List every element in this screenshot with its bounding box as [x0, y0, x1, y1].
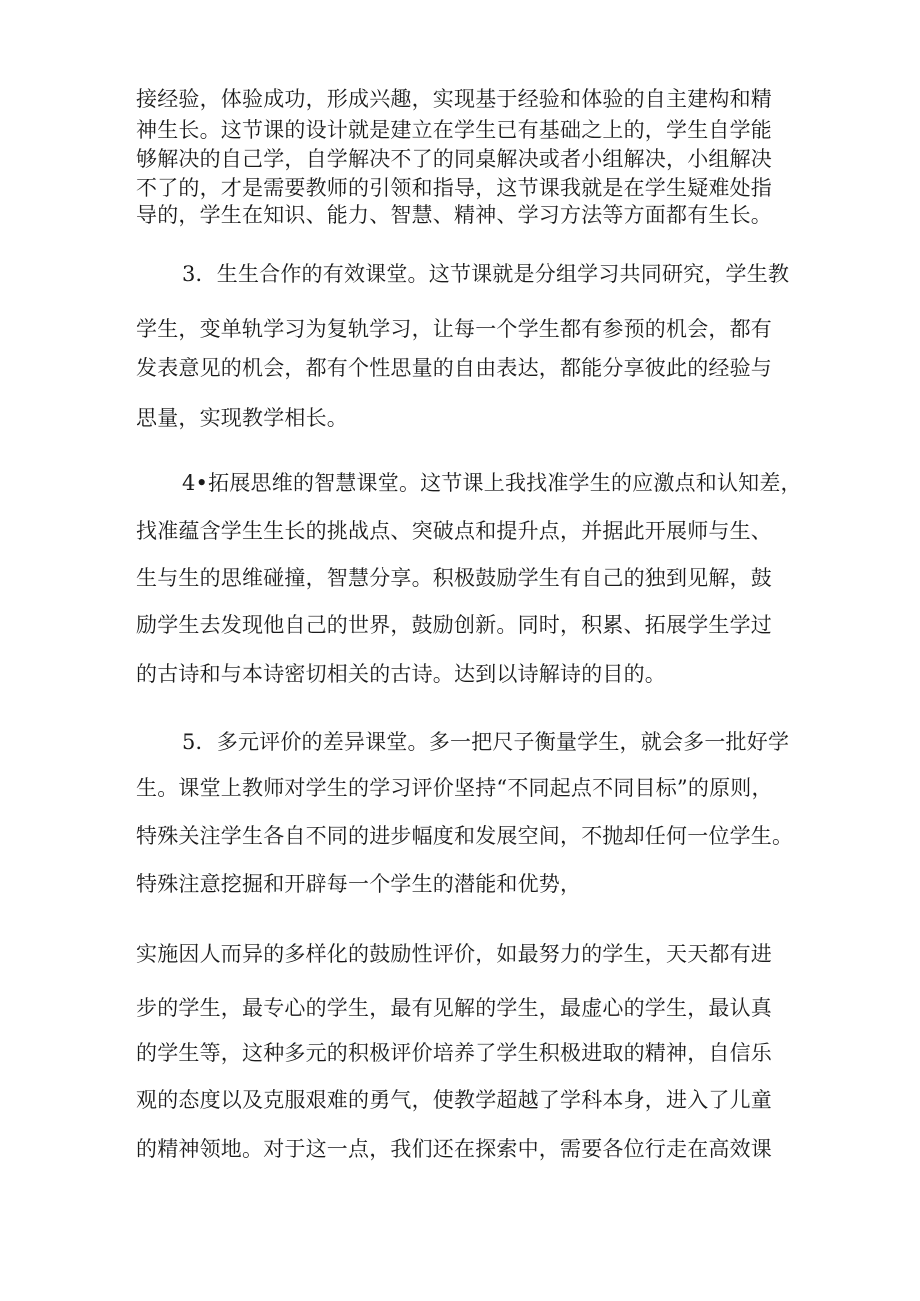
paragraph-2-line-2: 学生，变单轨学习为复轨学习，让每一个学生都有参预的机会，都有 — [136, 317, 772, 341]
paragraph-4-line-2: 生。课堂上教师对学生的学习评价坚持“不同起点不同目标”的原则， — [136, 776, 773, 800]
paragraph-1-line-5: 导的，学生在知识、能力、智慧、精神、学习方法等方面都有生长。 — [136, 203, 772, 227]
paragraph-4-line-4: 特殊注意挖掘和开辟每一个学生的潜能和优势， — [136, 872, 582, 896]
paragraph-1-line-3: 够解决的自己学，自学解决不了的同桌解决或者小组解决，小组解决 — [136, 147, 772, 171]
paragraph-2-line-1: 3．生生合作的有效课堂。这节课就是分组学习共同研究，学生教 — [182, 262, 790, 286]
paragraph-3-line-1: 4•拓展思维的智慧课堂。这节课上我找准学生的应激点和认知差， — [182, 471, 802, 495]
paragraph-1-line-1: 接经验，体验成功，形成兴趣，实现基于经验和体验的自主建构和精 — [136, 87, 772, 111]
paragraph-4-line-1: 5．多元评价的差异课堂。多一把尺子衡量学生，就会多一批好学 — [182, 730, 790, 754]
paragraph-3-line-3: 生与生的思维碰撞，智慧分享。积极鼓励学生有自己的独到见解，鼓 — [136, 566, 772, 590]
paragraph-2-line-3: 发表意见的机会，都有个性思量的自由表达，都能分享彼此的经验与 — [136, 356, 772, 380]
paragraph-5-line-3: 的学生等，这种多元的积极评价培养了学生积极进取的精神，自信乐 — [136, 1041, 772, 1065]
paragraph-4-line-3: 特殊关注学生各自不同的进步幅度和发展空间，不抛却任何一位学生。 — [136, 824, 794, 848]
paragraph-1-line-2: 神生长。这节课的设计就是建立在学生已有基础之上的，学生自学能 — [136, 118, 772, 142]
paragraph-5-line-1: 实施因人而异的多样化的鼓励性评价，如最努力的学生，天天都有进 — [136, 942, 772, 966]
paragraph-2-line-4: 思量，实现教学相长。 — [136, 406, 348, 430]
paragraph-5-line-2: 步的学生，最专心的学生，最有见解的学生，最虚心的学生，最认真 — [136, 996, 772, 1020]
paragraph-3-line-5: 的古诗和与本诗密切相关的古诗。达到以诗解诗的目的。 — [136, 662, 666, 686]
paragraph-3-line-2: 找准蕴含学生生长的挑战点、突破点和提升点，并据此开展师与生、 — [136, 519, 772, 543]
paragraph-5-line-5: 的精神领地。对于这一点，我们还在探索中，需要各位行走在高效课 — [136, 1137, 772, 1161]
paragraph-3-line-4: 励学生去发现他自己的世界，鼓励创新。同时，积累、拓展学生学过 — [136, 613, 772, 637]
paragraph-1-line-4: 不了的，才是需要教师的引领和指导，这节课我就是在学生疑难处指 — [136, 176, 772, 200]
paragraph-5-line-4: 观的态度以及克服艰难的勇气，使教学超越了学科本身，进入了儿童 — [136, 1088, 772, 1112]
